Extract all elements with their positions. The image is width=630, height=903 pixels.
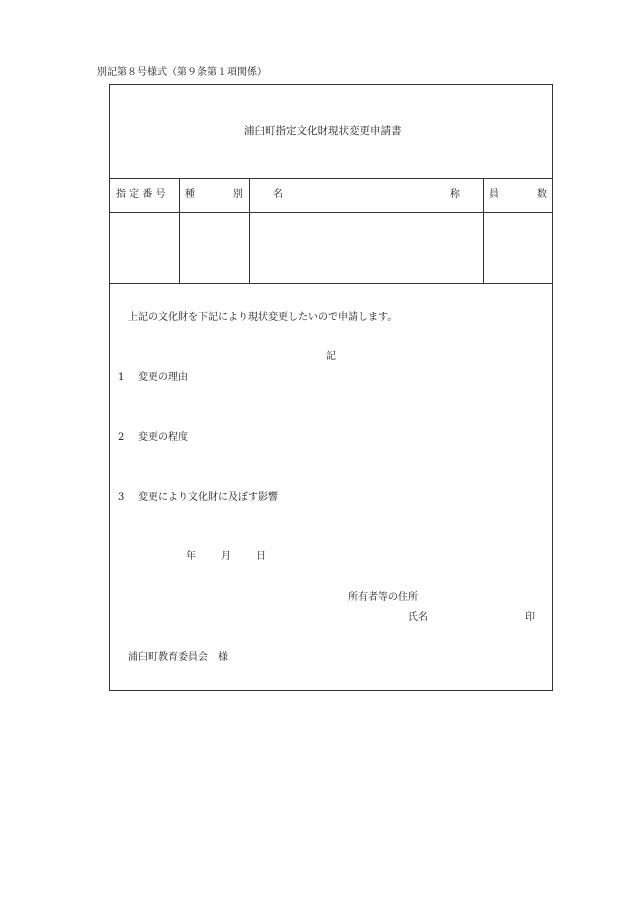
item-2-number: 2: [118, 432, 125, 443]
item-1-label: 変更の理由: [138, 372, 188, 383]
col-type-right: 別: [233, 189, 243, 200]
col-type-left: 種: [185, 189, 195, 200]
form-title: 浦臼町指定文化財現状変更申請書: [244, 125, 402, 137]
date-day: 日: [256, 551, 266, 562]
date-year: 年: [186, 551, 196, 562]
item-2-label: 変更の程度: [138, 432, 188, 443]
rule-below-title: [109, 178, 553, 179]
cell-type[interactable]: [180, 213, 249, 283]
col-name-right: 称: [450, 189, 460, 200]
col-designation-number: 指 定 番 号: [116, 189, 166, 200]
date-month: 月: [221, 551, 231, 562]
owner-address-label: 所有者等の住所: [348, 592, 418, 603]
col-count-right: 数: [537, 189, 547, 200]
form-heading: 別記第８号様式（第９条第１項関係）: [97, 67, 267, 78]
rule-below-row: [109, 283, 553, 284]
seal-mark: 印: [525, 612, 535, 623]
cell-name[interactable]: [250, 213, 483, 283]
statement: 上記の文化財を下記により現状変更したいので申請します。: [128, 312, 398, 323]
col-name-left: 名: [273, 189, 283, 200]
item-1-number: 1: [118, 372, 125, 383]
owner-name-label: 氏名: [408, 612, 428, 623]
col-count-left: 員: [489, 189, 499, 200]
addressee: 浦臼町教育委員会 様: [128, 652, 228, 663]
form-frame: [109, 84, 553, 691]
item-3-label: 変更により文化財に及ぼす影響: [138, 492, 278, 503]
ki-label: 記: [326, 351, 336, 362]
item-3-number: 3: [118, 492, 125, 503]
cell-count[interactable]: [484, 213, 552, 283]
cell-designation-number[interactable]: [110, 213, 179, 283]
